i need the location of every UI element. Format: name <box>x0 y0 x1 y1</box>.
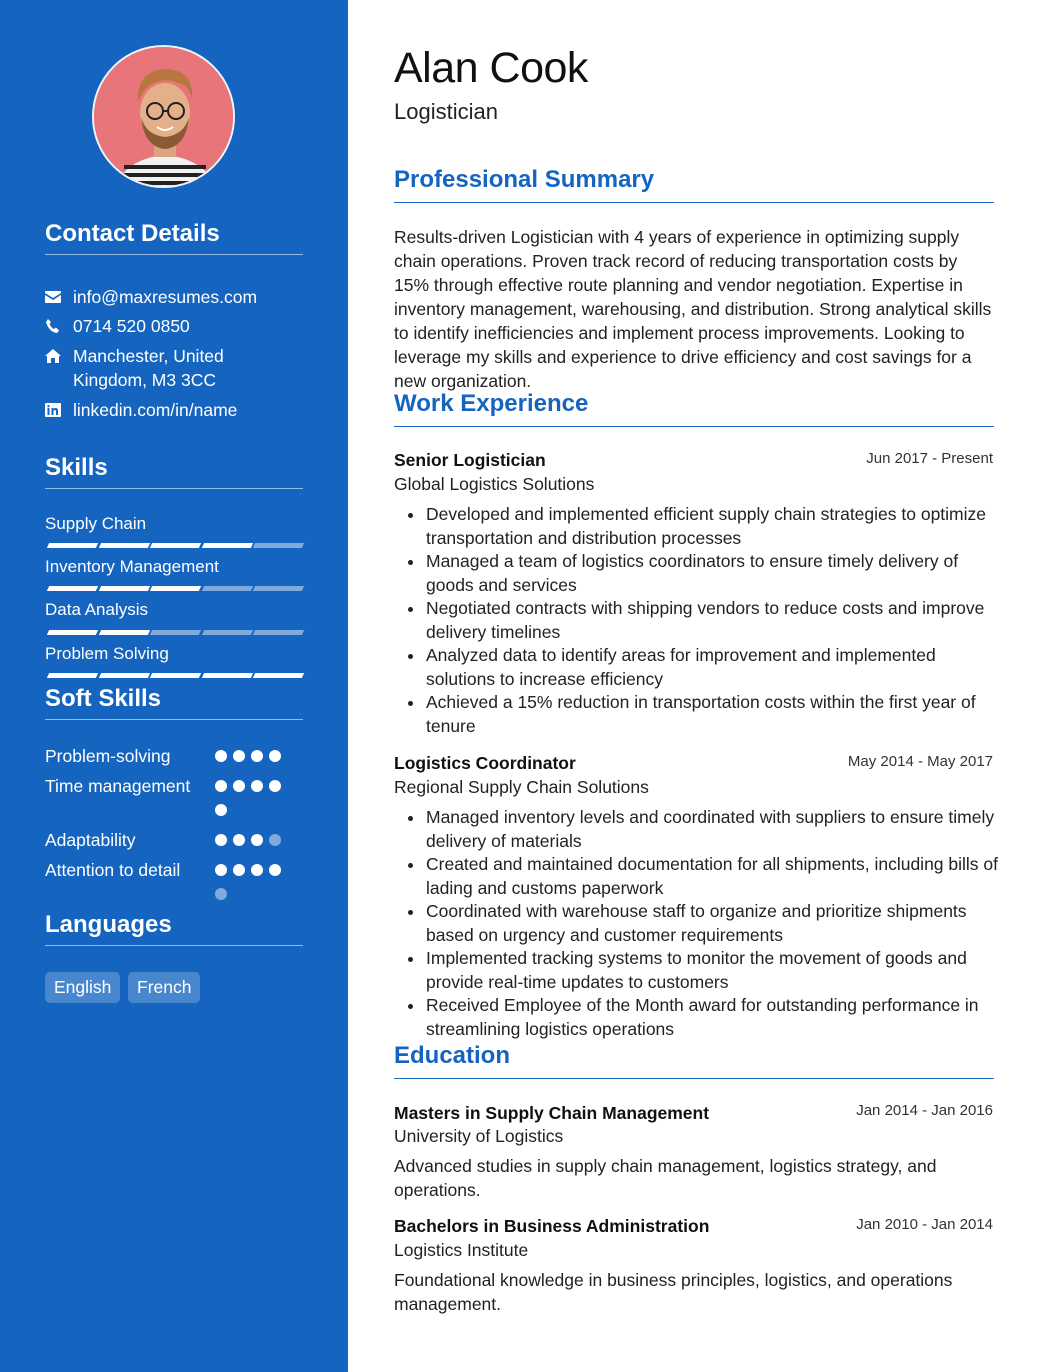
skill-segment-filled <box>98 673 149 678</box>
skill-name: Problem Solving <box>45 644 169 663</box>
experience-heading: Work Experience <box>394 390 994 427</box>
list-item: Developed and implemented efficient supply chain strategies to optimize transportation and distribution processes <box>426 503 998 550</box>
candidate-title: Logistician <box>394 99 498 124</box>
contact-address-line1: Manchester, United <box>73 346 224 366</box>
soft-skill-name: Problem-solving <box>45 746 171 766</box>
sidebar <box>0 0 348 1372</box>
soft-skill-rating <box>214 780 294 820</box>
avatar <box>92 45 235 188</box>
job-company: Regional Supply Chain Solutions <box>394 777 649 797</box>
list-item: Managed inventory levels and coordinated with suppliers to ensure timely delivery of materials <box>426 806 998 853</box>
skills-heading: Skills <box>45 454 303 489</box>
rating-dot-empty <box>215 888 227 900</box>
skill-segment-filled <box>98 630 149 635</box>
rating-dot-filled <box>233 750 245 762</box>
skill-bar <box>45 673 303 680</box>
list-item: Analyzed data to identify areas for improvement and implemented solutions to increase efficiency <box>426 644 998 691</box>
phone-icon <box>45 314 73 338</box>
edu-school: Logistics Institute <box>394 1240 529 1260</box>
skill-segment-filled <box>98 586 149 591</box>
skill-bar <box>45 630 303 637</box>
skill-segment-empty <box>201 630 252 635</box>
home-icon <box>45 344 73 392</box>
skill-segment-empty <box>201 586 252 591</box>
rating-dot-filled <box>269 750 281 762</box>
contact-heading: Contact Details <box>45 220 303 255</box>
rating-dot-filled <box>251 834 263 846</box>
skill-segment-filled <box>201 673 252 678</box>
skill-segment-filled <box>150 673 201 678</box>
language-chip: English <box>45 972 120 1003</box>
edu-dates: Jan 2014 - Jan 2016 <box>856 1102 993 1119</box>
rating-dot-filled <box>215 864 227 876</box>
job-bullets <box>426 806 998 1041</box>
job-company: Global Logistics Solutions <box>394 474 595 494</box>
skill-segment-filled <box>47 630 98 635</box>
skill-segment-empty <box>150 630 201 635</box>
skill-name: Data Analysis <box>45 600 148 619</box>
edu-degree: Masters in Supply Chain Management <box>394 1103 710 1123</box>
skill-segment-empty <box>253 586 304 591</box>
profile-photo <box>94 47 235 188</box>
soft-skills-heading: Soft Skills <box>45 685 303 720</box>
rating-dot-filled <box>233 780 245 792</box>
edu-description: Advanced studies in supply chain management, logistics strategy, and operations. <box>394 1156 937 1200</box>
contact-address <box>45 344 275 392</box>
edu-degree: Bachelors in Business Administration <box>394 1216 710 1236</box>
skill-segment-filled <box>150 543 201 548</box>
rating-dot-filled <box>215 804 227 816</box>
list-item: Implemented tracking systems to monitor the movement of goods and provide real-time updates to customers <box>426 947 998 994</box>
skill-segment-filled <box>150 586 201 591</box>
skill-bar <box>45 543 303 550</box>
rating-dot-empty <box>269 834 281 846</box>
skill-segment-empty <box>253 630 304 635</box>
rating-dot-filled <box>233 834 245 846</box>
contact-phone[interactable] <box>45 314 275 338</box>
skill-bar <box>45 586 303 593</box>
soft-skill-name: Attention to detail <box>45 860 181 880</box>
edu-school: University of Logistics <box>394 1126 564 1146</box>
language-chip: French <box>128 972 200 1003</box>
skill-segment-filled <box>98 543 149 548</box>
skill-segment-filled <box>253 673 304 678</box>
contact-phone-text: 0714 520 0850 <box>73 316 190 336</box>
rating-dot-filled <box>251 864 263 876</box>
skill-segment-filled <box>47 673 98 678</box>
skill-name: Supply Chain <box>45 514 147 533</box>
job-title: Senior Logistician <box>394 450 546 470</box>
job-dates: May 2014 - May 2017 <box>847 753 993 770</box>
soft-skill-name: Adaptability <box>45 830 136 850</box>
rating-dot-filled <box>251 750 263 762</box>
summary-text: Results-driven Logistician with 4 years of experience in optimizing supply chain operations. Proven track record of reducing transportation costs by 15% through effective route planning and vendor negotiation. Expertise in inventory management, warehousing, and distribution. Strong analytical skills to identify inefficiencies and implement process improvements. Looking to leverage my skills and experience to drive efficiency and cost savings for a new organization. <box>394 227 992 391</box>
skill-segment-filled <box>201 543 252 548</box>
soft-skill-rating <box>214 864 294 904</box>
summary-heading: Professional Summary <box>394 166 994 203</box>
skill-segment-filled <box>47 543 98 548</box>
job-title: Logistics Coordinator <box>394 753 576 773</box>
rating-dot-filled <box>215 780 227 792</box>
skill-name: Inventory Management <box>45 557 219 576</box>
list-item: Created and maintained documentation for all shipments, including bills of lading and customs paperwork <box>426 853 998 900</box>
rating-dot-filled <box>233 864 245 876</box>
contact-address-line2: Kingdom, M3 3CC <box>73 370 216 390</box>
rating-dot-filled <box>215 834 227 846</box>
skill-segment-empty <box>253 543 304 548</box>
rating-dot-filled <box>269 780 281 792</box>
contact-email[interactable] <box>45 285 275 309</box>
linkedin-icon <box>45 398 73 422</box>
list-item: Negotiated contracts with shipping vendors to reduce costs and improve delivery timelines <box>426 597 998 644</box>
rating-dot-filled <box>269 864 281 876</box>
envelope-icon <box>45 285 73 309</box>
rating-dot-filled <box>215 750 227 762</box>
list-item: Received Employee of the Month award for outstanding performance in streamlining logistics operations <box>426 994 998 1041</box>
languages-heading: Languages <box>45 911 303 946</box>
contact-linkedin[interactable] <box>45 398 275 422</box>
candidate-name: Alan Cook <box>394 44 588 92</box>
contact-email-text: info@maxresumes.com <box>73 287 258 307</box>
soft-skill-name: Time management <box>45 776 191 796</box>
edu-description: Foundational knowledge in business principles, logistics, and operations management. <box>394 1270 953 1314</box>
list-item: Coordinated with warehouse staff to organize and prioritize shipments based on urgency and customer requirements <box>426 900 998 947</box>
job-bullets <box>426 503 998 738</box>
list-item: Achieved a 15% reduction in transportation costs within the first year of tenure <box>426 691 998 738</box>
list-item: Managed a team of logistics coordinators to ensure timely delivery of goods and services <box>426 550 998 597</box>
skill-segment-filled <box>47 586 98 591</box>
edu-dates: Jan 2010 - Jan 2014 <box>856 1216 993 1233</box>
rating-dot-filled <box>251 780 263 792</box>
contact-linkedin-text: linkedin.com/in/name <box>73 400 238 420</box>
education-heading: Education <box>394 1042 994 1079</box>
job-dates: Jun 2017 - Present <box>866 450 993 467</box>
